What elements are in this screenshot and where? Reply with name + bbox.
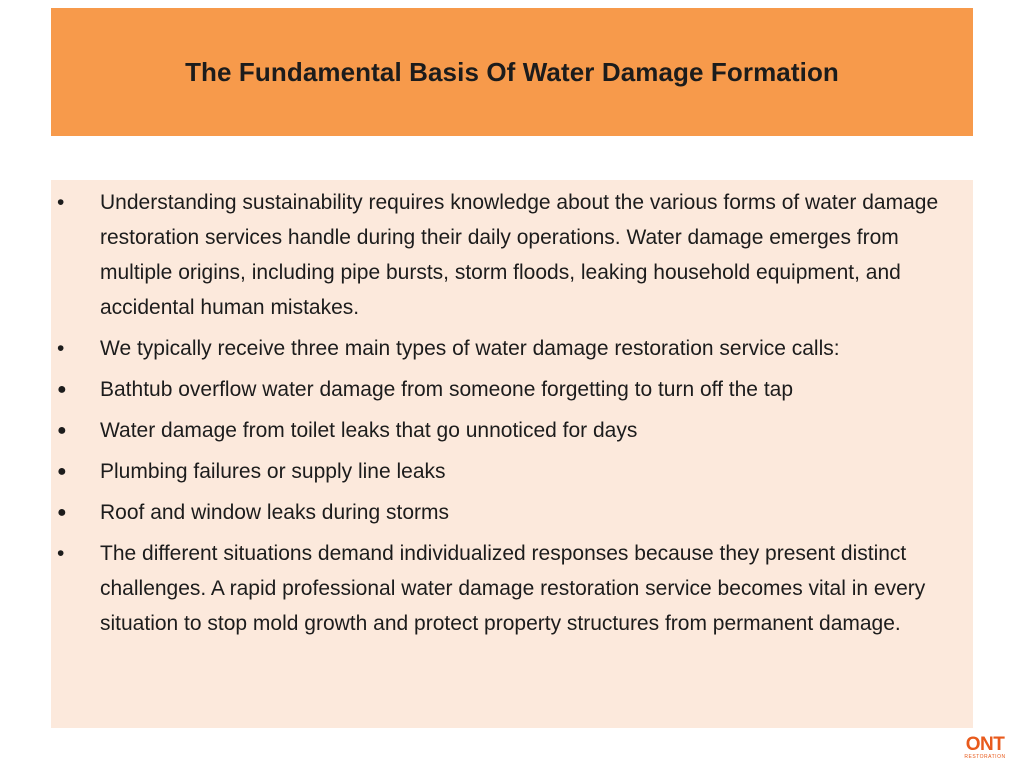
logo-wordmark: ONT — [965, 734, 1005, 755]
bullet-marker: • — [57, 337, 65, 360]
content-box — [51, 180, 973, 728]
bullet-text: We typically receive three main types of water damage restoration service calls: — [100, 337, 840, 360]
bullet-item — [51, 413, 963, 448]
bullet-marker: • — [57, 542, 65, 565]
bullet-marker: • — [57, 191, 65, 214]
bullet-item — [51, 454, 963, 489]
bullet-item — [51, 185, 963, 325]
bullet-text: Roof and window leaks during storms — [100, 501, 450, 524]
bullet-item — [51, 331, 963, 366]
bullet-item — [51, 495, 963, 530]
bullet-marker: ● — [57, 463, 67, 480]
bullet-marker: ● — [57, 381, 67, 398]
bullet-marker: ● — [57, 422, 67, 439]
company-logo — [960, 736, 1010, 762]
bullet-text: Plumbing failures or supply line leaks — [100, 460, 446, 483]
bullet-text: The different situations demand individualized responses because they present distinct challenges. A rapid professional water damage restoration service becomes vital in every situation to stop mold growth and protect property structures from permanent damage. — [100, 542, 926, 635]
bullet-text: Understanding sustainability requires knowledge about the various forms of water damage restoration services handle during their daily operations. Water damage emerges from multiple origins, including pipe bursts, storm floods, leaking household equipment, and accidental human mistakes. — [100, 191, 939, 319]
bullet-text: Bathtub overflow water damage from someone forgetting to turn off the tap — [100, 378, 794, 401]
title-bar — [51, 8, 973, 136]
slide-title: The Fundamental Basis Of Water Damage Formation — [185, 56, 839, 87]
logo-subtitle: RESTORATION — [964, 754, 1006, 760]
bullet-marker: ● — [57, 504, 67, 521]
bullet-item — [51, 536, 963, 641]
bullet-item — [51, 372, 963, 407]
bullet-text: Water damage from toilet leaks that go unnoticed for days — [100, 419, 638, 442]
bullet-list — [51, 185, 963, 641]
